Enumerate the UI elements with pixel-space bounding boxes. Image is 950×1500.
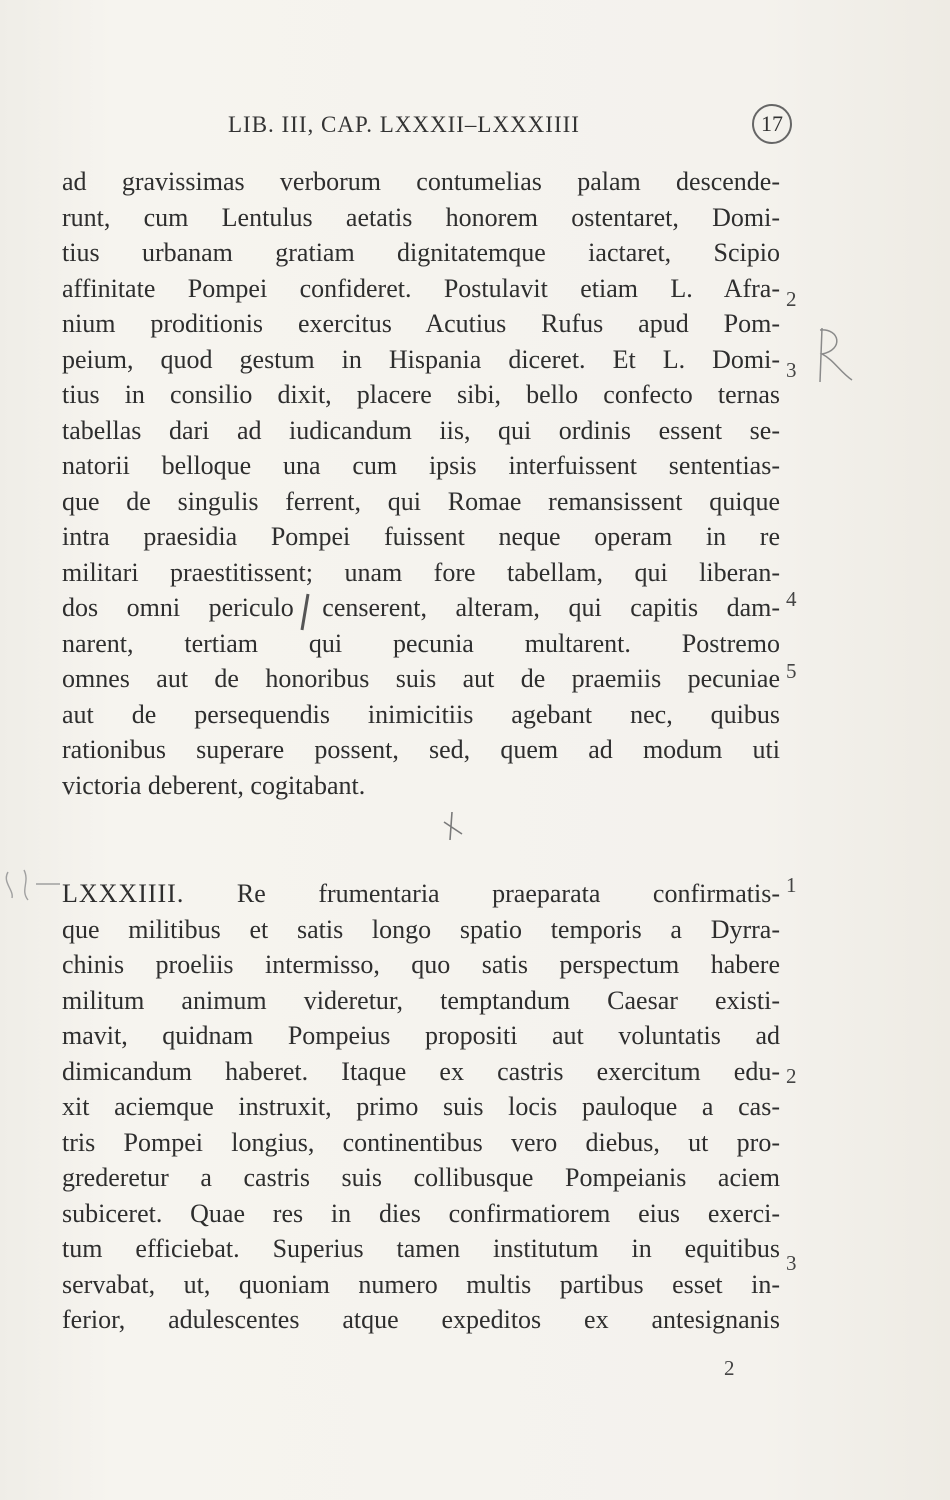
section-number: 2 (786, 1064, 797, 1088)
text-line: ad gravissimas verborum contumelias palam descende- (62, 167, 780, 196)
text-line: dos omni periculo censerent, alteram, qui capitis dam- (62, 593, 780, 622)
page-number: 17 (752, 104, 792, 144)
chapter-number: LXXXIIII. (62, 879, 185, 908)
text-line: que de singulis ferrent, qui Romae remansissent quique (62, 486, 780, 516)
text-block-chapter-84 (62, 876, 780, 1338)
text-line: omnes aut de honoribus suis aut de praemiis pecuniae (62, 664, 780, 693)
text-line: nium proditionis exercitus Acutius Rufus apud Pom- (62, 309, 780, 338)
chapter-opening-line (62, 876, 780, 912)
pencil-mark-icon (800, 320, 860, 390)
text-line: que militibus et satis longo spatio temporis a Dyrra- (62, 914, 780, 944)
running-title: LIB. III, CAP. LXXXII–LXXXIIII (228, 112, 580, 137)
text-line: militum animum videretur, temptandum Caesar existi- (62, 985, 780, 1015)
chapter-opening-text: Re frumentaria praeparata confirmatis- (236, 879, 780, 908)
sheet-signature: 2 (724, 1356, 735, 1380)
text-line: tius urbanam gratiam dignitatemque iactaret, Scipio (62, 238, 780, 267)
text-line: victoria deberent, cogitabant. (62, 770, 366, 800)
text-line: subiceret. Quae res in dies confirmatiorem eius exerci- (62, 1198, 780, 1228)
text-block-chapter-83 (62, 164, 780, 803)
section-number: 4 (786, 587, 797, 611)
text-line: xit aciemque instruxit, primo suis locis pauloque a cas- (62, 1092, 780, 1121)
running-header (0, 104, 950, 144)
section-number: 2 (786, 287, 797, 311)
section-number: 3 (786, 358, 797, 382)
text-line: aut de persequendis inimicitiis agebant nec, quibus (62, 699, 780, 729)
text-line: tum efficiebat. Superius tamen institutum in equitibus (62, 1234, 780, 1263)
text-line: grederetur a castris suis collibusque Pompeianis aciem (62, 1163, 780, 1192)
text-line: natorii belloque una cum ipsis interfuissent sententias- (62, 451, 780, 480)
text-line: tabellas dari ad iudicandum iis, qui ordinis essent se- (62, 415, 780, 445)
text-line: dimicandum haberet. Itaque ex castris exercitum edu- (62, 1056, 780, 1086)
section-number: 3 (786, 1251, 797, 1275)
text-line: chinis proeliis intermisso, quo satis perspectum habere (62, 950, 780, 979)
pencil-scribble-icon (0, 860, 70, 910)
text-line: peium, quod gestum in Hispania diceret. Et L. Domi- (62, 344, 780, 374)
section-number: 1 (786, 873, 797, 897)
text-line: tris Pompei longius, continentibus vero diebus, ut pro- (62, 1127, 780, 1157)
text-line: runt, cum Lentulus aetatis honorem ostentaret, Domi- (62, 202, 780, 232)
text-line: intra praesidia Pompei fuissent neque operam in re (62, 522, 780, 551)
text-line: servabat, ut, quoniam numero multis partibus esset in- (62, 1269, 780, 1299)
text-line: affinitate Pompei confideret. Postulavit etiam L. Afra- (62, 273, 780, 303)
pencil-cross-icon (440, 808, 470, 844)
text-line: narent, tertiam qui pecunia multarent. Postremo (62, 628, 780, 658)
text-line: mavit, quidnam Pompeius propositi aut voluntatis ad (62, 1021, 780, 1050)
text-line: ferior, adulescentes atque expeditos ex antesignanis (62, 1305, 780, 1334)
text-line: militari praestitissent; unam fore tabellam, qui liberan- (62, 557, 780, 587)
text-line: rationibus superare possent, sed, quem ad modum uti (62, 735, 780, 764)
text-line: tius in consilio dixit, placere sibi, bello confecto ternas (62, 380, 780, 409)
section-number: 5 (786, 659, 797, 683)
